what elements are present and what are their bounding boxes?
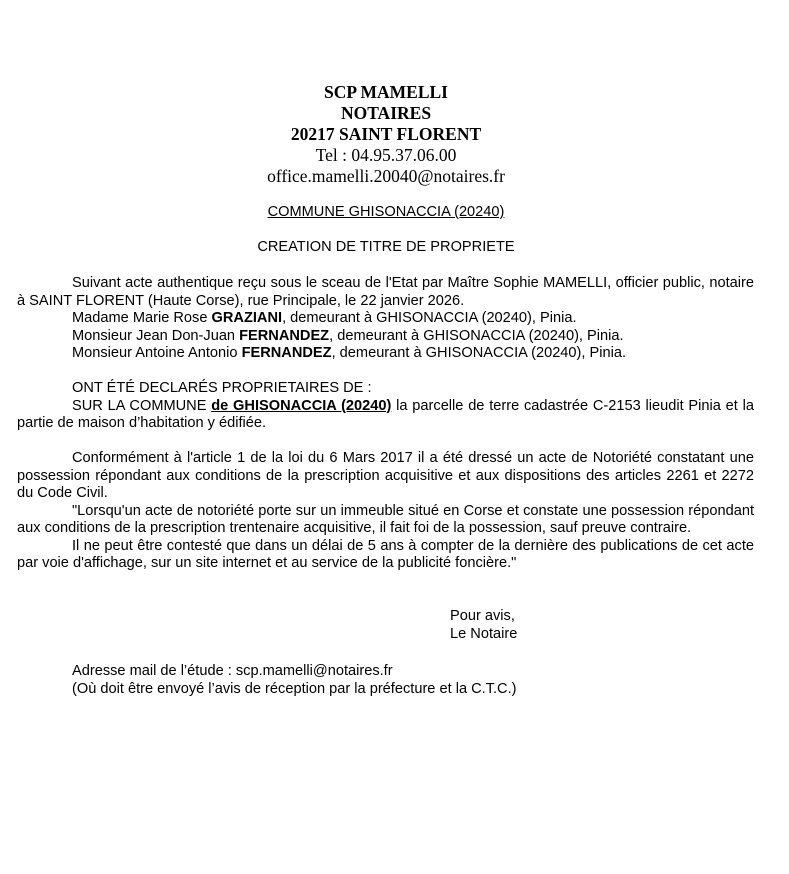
parcel-description: la parcelle de terre cadastrée C-2153 lieudit Pinia et la partie de maison d’habitation y édifiée.	[17, 397, 754, 431]
legal-paragraph-3: Il ne peut être contesté que dans un délai de 5 ans à compter de la dernière des publications de cet acte par voie d'affichage, sur un site internet et au service de la publicité foncière."	[17, 537, 754, 571]
signature-line-2: Le Notaire	[450, 625, 518, 642]
owner-2-surname: FERNANDEZ	[239, 327, 330, 344]
section-deed	[17, 275, 754, 363]
signature-line-1: Pour avis,	[450, 608, 515, 624]
owner-3-name: Monsieur Antoine Antonio	[72, 345, 242, 361]
profession: NOTAIRES	[340, 103, 432, 123]
firm-address: 20217 SAINT FLORENT	[290, 124, 482, 144]
signature-block	[450, 608, 517, 643]
deed-intro: Suivant acte authentique reçu sous le sceau de l'Etat par Maître Sophie MAMELLI, officier public, notaire à SAINT FLORENT (Haute Corse), rue Principale, le 22 janvier 2026.	[17, 275, 754, 309]
owner-3-residence: , demeurant à GHISONACCIA (20240), Pinia.	[331, 345, 627, 361]
commune-heading-text: COMMUNE GHISONACCIA (20240)	[267, 204, 505, 220]
declared-owners: ONT ÉTÉ DECLARÉS PROPRIETAIRES DE :	[72, 380, 372, 396]
commune-heading	[0, 204, 772, 220]
legal-paragraph-1: Conformément à l'article 1 de la loi du 6 Mars 2017 il a été dressé un acte de Notoriété constatant une possession répondant aux conditions de la prescription acquisitive et aux dispositions des articles 2261 et 2272 du Code Civil.	[17, 450, 754, 501]
owner-1-residence: , demeurant à GHISONACCIA (20240), Pinia.	[282, 310, 577, 326]
owner-3	[17, 345, 754, 363]
owner-1	[17, 310, 754, 328]
owner-2-residence: , demeurant à GHISONACCIA (20240), Pinia.	[329, 327, 624, 344]
owner-1-surname: GRAZIANI	[211, 310, 283, 326]
section-property	[17, 380, 754, 433]
owner-2	[17, 328, 754, 346]
property-description	[17, 398, 754, 433]
firm-name: SCP MAMELLI	[324, 82, 448, 102]
letterhead	[0, 82, 772, 187]
office-email: Adresse mail de l’étude : scp.mamelli@notaires.fr	[72, 663, 393, 679]
section-legal	[17, 450, 754, 573]
commune-name: de GHISONACCIA (20240)	[211, 397, 392, 414]
firm-email: office.mamelli.20040@notaires.fr	[267, 166, 505, 186]
document-title: CREATION DE TITRE DE PROPRIETE	[257, 239, 515, 255]
footer-note: (Où doit être envoyé l’avis de réception par la préfecture et la C.T.C.)	[72, 680, 517, 697]
legal-paragraph-2: "Lorsqu'un acte de notoriété porte sur un immeuble situé en Corse et constate une possession répondant aux conditions de la prescription trentenaire acquisitive, il fait foi de la possession, sauf preuve contraire.	[17, 502, 754, 536]
footer	[72, 663, 517, 698]
owner-2-name: Monsieur Jean Don-Juan	[72, 327, 240, 344]
commune-prefix: SUR LA COMMUNE	[72, 397, 212, 414]
owner-1-name: Madame Marie Rose	[72, 310, 212, 326]
firm-phone: Tel : 04.95.37.06.00	[315, 145, 457, 165]
owner-3-surname: FERNANDEZ	[241, 345, 332, 361]
